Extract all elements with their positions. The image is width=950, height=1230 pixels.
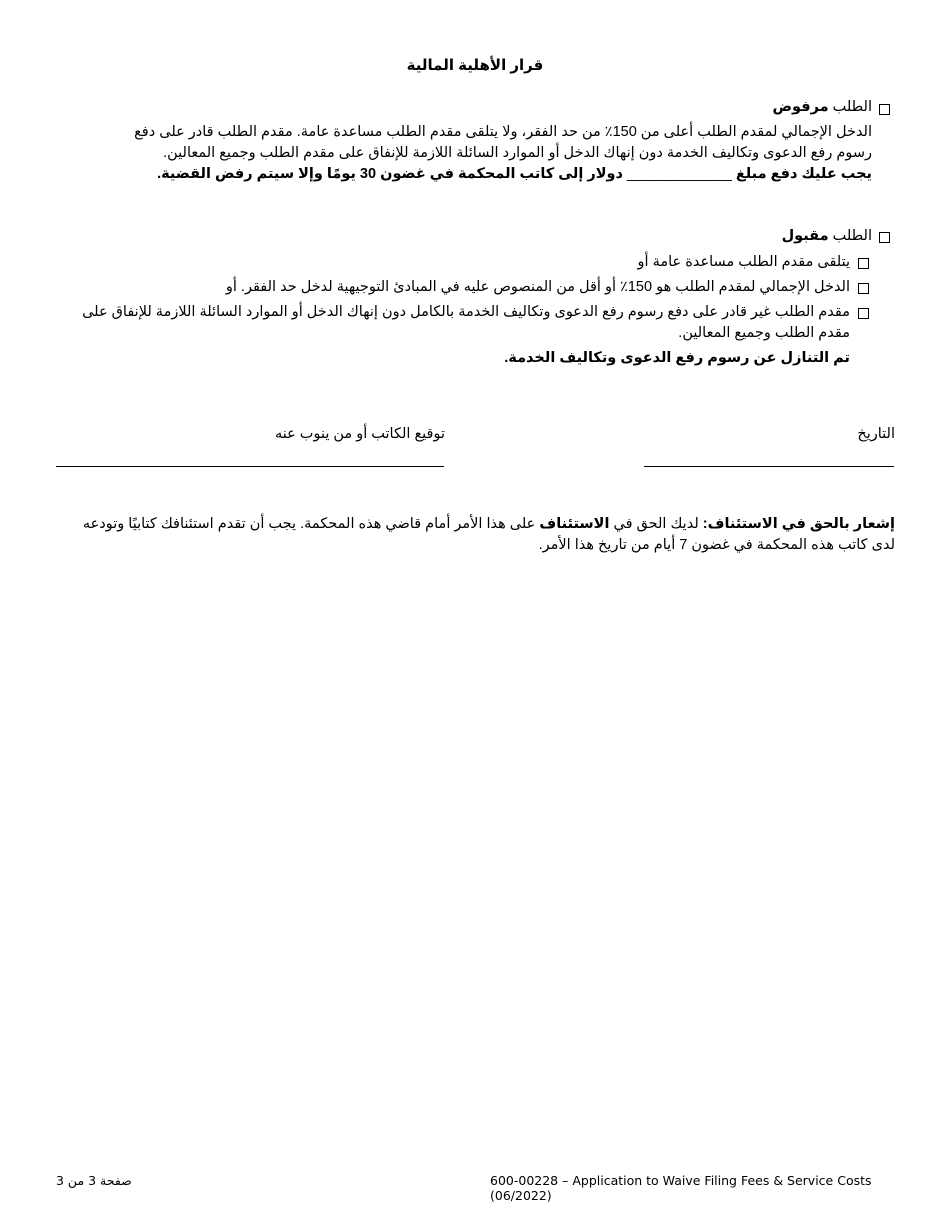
option-checkbox-unable-to-pay[interactable]	[858, 308, 869, 319]
option-unable-to-pay: مقدم الطلب غير قادر على دفع رسوم رفع الدعوى وتكاليف الخدمة بالكامل دون إنهاك الدخل أو الموارد السائلة اللازمة للإنفاق على مقدم الطلب وجميع المعالين.	[82, 304, 850, 341]
denied-checkbox[interactable]	[879, 104, 890, 115]
appeal-heading: إشعار بالحق في الاستئناف:	[702, 516, 895, 532]
approved-label-status: مقبول	[781, 228, 829, 244]
footer-page-number: صفحة 3 من 3	[56, 1173, 132, 1188]
denied-label	[172, 97, 872, 118]
approved-checkbox[interactable]	[879, 232, 890, 243]
option-checkbox-income[interactable]	[858, 283, 869, 294]
payment-text-1: يجب عليك دفع مبلغ	[735, 166, 872, 182]
page-title: قرار الأهلية المالية	[406, 57, 544, 74]
appeal-text-2: على هذا الأمر أمام قاضي هذه المحكمة. يجب أن تقدم استئنافك كتابيًا وتودعه لدى كاتب هذه المحكمة في غضون 7 أيام من تاريخ هذا الأمر.	[82, 516, 895, 553]
appeal-text-1: لديك الحق في	[609, 516, 703, 532]
option-checkbox-public-assistance[interactable]	[858, 258, 869, 269]
clerk-signature-label: توقيع الكاتب أو من ينوب عنه	[274, 426, 445, 442]
option-public-assistance: يتلقى مقدم الطلب مساعدة عامة أو	[637, 254, 850, 270]
option-income: الدخل الإجمالي لمقدم الطلب هو 150٪ أو أقل من المنصوص عليه في المبادئ التوجيهية لدخل حد الفقر. أو	[225, 279, 850, 295]
denied-paragraph: الدخل الإجمالي لمقدم الطلب أعلى من 150٪ من حد الفقر، ولا يتلقى مقدم الطلب مساعدة عامة. مقدم الطلب قادر على دفع رسوم رفع الدعوى وتكاليف الخدمة دون إنهاك الدخل أو الموارد السائلة اللازمة للإنفاق على مقدم الطلب وجميع المعالين.	[134, 124, 872, 161]
payment-amount-blank[interactable]: _____________	[626, 166, 732, 182]
footer-form-info: 600-00228 – Application to Waive Filing Fees & Service Costs (06/2022)	[490, 1173, 872, 1203]
denied-payment-line	[97, 164, 872, 185]
date-line[interactable]	[644, 466, 894, 467]
denied-label-status: مرفوض	[772, 99, 829, 115]
approved-label	[172, 226, 872, 247]
approved-label-prefix: الطلب	[832, 228, 872, 244]
appeal-notice	[65, 514, 895, 556]
clerk-signature-line[interactable]	[56, 466, 444, 467]
payment-text-2: دولار إلى كاتب المحكمة في غضون 30 يومًا وإلا سيتم رفض القضية.	[157, 166, 623, 182]
denied-label-prefix: الطلب	[832, 99, 872, 115]
waiver-statement: تم التنازل عن رسوم رفع الدعوى وتكاليف الخدمة.	[504, 350, 850, 366]
appeal-bold-word: الاستئناف	[539, 516, 610, 532]
date-label: التاريخ	[857, 426, 895, 442]
